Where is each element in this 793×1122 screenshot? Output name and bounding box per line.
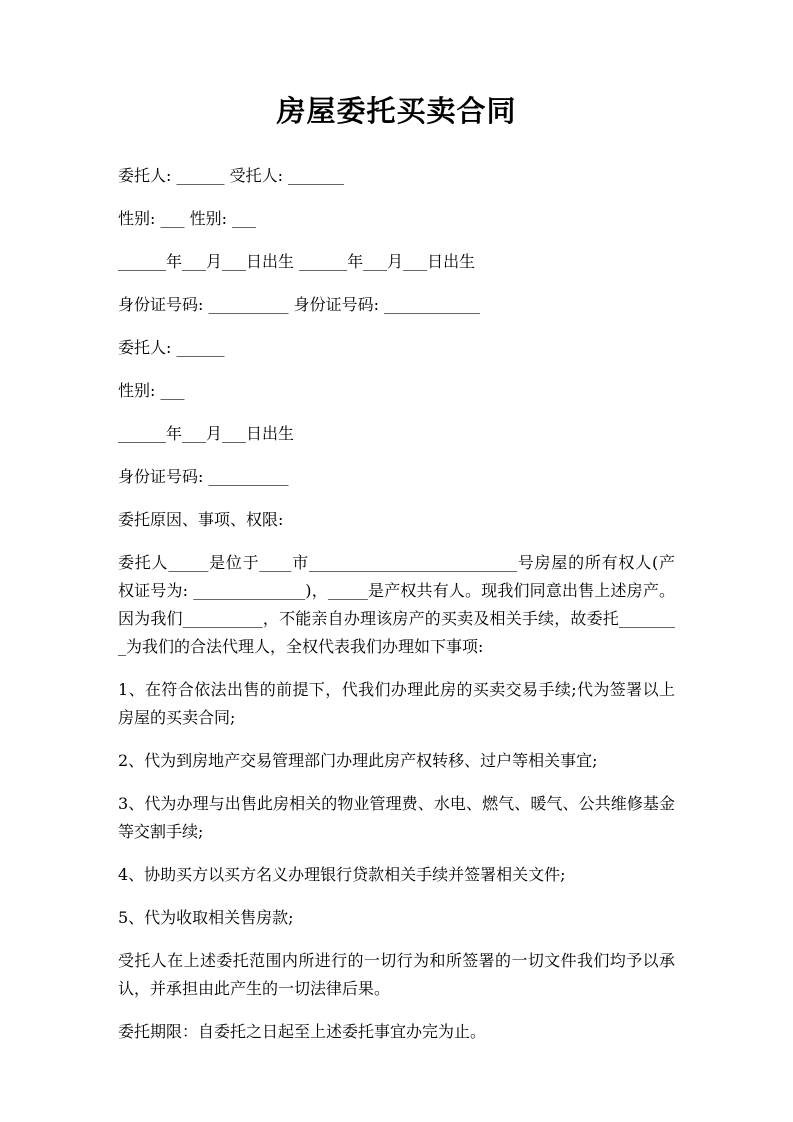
entrusted-item-3: 3、代为办理与出售此房相关的物业管理费、水电、燃气、暖气、公共维修基金等交割手续; xyxy=(118,794,675,841)
field-line-gender-pair: 性别: ___ 性别: ___ xyxy=(118,209,257,228)
field-line-id-number-pair: 身份证号码: __________ 身份证号码: ____________ xyxy=(118,295,481,314)
entrusted-item-5: 5、代为收取相关售房款; xyxy=(118,908,294,927)
authorization-paragraph: 委托人_____是位于____市__________________________号房屋的所有权人(产权证号为: ______________)，_____是产权共有人。现我们同意出售上述房产。因为我们__________，不能亲自办理该房产的买卖及相关手续，故委托________为我们的合法代理人，全权代表我们办理如下事项: xyxy=(118,553,675,656)
duration-line: 委托期限：自委托之日起至上述委托事宜办完为止。 xyxy=(118,1022,487,1041)
acknowledgement-paragraph: 受托人在上述委托范围内所进行的一切行为和所签署的一切文件我们均予以承认，并承担由此产生的一切法律后果。 xyxy=(118,951,675,998)
entrusted-item-2: 2、代为到房地产交易管理部门办理此房产权转移、过户等相关事宜; xyxy=(118,751,598,770)
entrusted-item-4: 4、协助买方以买方名义办理银行贷款相关手续并签署相关文件; xyxy=(118,865,566,884)
entrusted-item-1: 1、在符合依法出售的前提下，代我们办理此房的买卖交易手续;代为签署以上房屋的买卖合同; xyxy=(118,680,675,727)
field-line-gender-2: 性别: ___ xyxy=(118,381,185,400)
contract-title: 房屋委托买卖合同 xyxy=(276,94,517,128)
field-line-birthdate-pair: ______年___月___日出生 ______年___月___日出生 xyxy=(118,252,476,271)
field-line-birthdate-2: ______年___月___日出生 xyxy=(118,424,295,443)
field-line-principal-trustee: 委托人: ______ 受托人: _______ xyxy=(118,166,345,185)
field-line-principal-2: 委托人: ______ xyxy=(118,338,225,357)
section-heading-entrust-reason: 委托原因、事项、权限: xyxy=(118,510,284,529)
field-line-id-number-2: 身份证号码: __________ xyxy=(118,467,289,486)
